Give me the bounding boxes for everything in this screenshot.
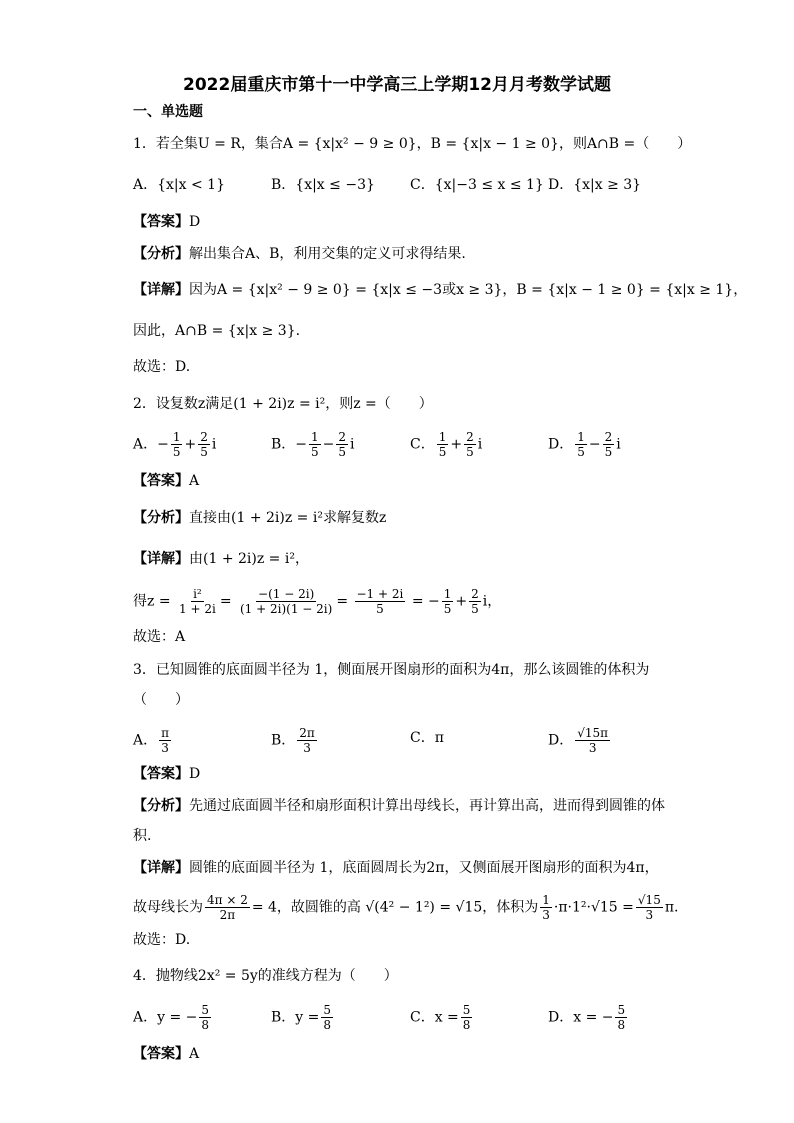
- q1-choose: 故选：D.: [133, 359, 191, 375]
- q3-answer: 【答案】D: [133, 766, 201, 782]
- q4-option-a: A．y = − $\frac{5}{8}$: [133, 1003, 210, 1032]
- q1-option-b: B．{x|x ≤ −3}: [271, 177, 375, 193]
- q2-option-d: D． $\frac{1}{5}$ − $\frac{2}{5}$ i: [548, 430, 621, 459]
- q2-option-c: C． $\frac{1}{5}$ + $\frac{2}{5}$ i: [410, 430, 483, 459]
- q2-option-a: A．− $\frac{1}{5}$ + $\frac{2}{5}$ i: [133, 430, 217, 459]
- q4-option-d: D．x = − $\frac{5}{8}$: [548, 1003, 626, 1032]
- q3-stem-cont: （ ）: [133, 692, 189, 708]
- page-title: 2022届重庆市第十一中学高三上学期12月月考数学试题: [183, 75, 611, 95]
- q3-detail: 【详解】圆锥的底面圆半径为 1，底面圆周长为2π，又侧面展开图扇形的面积为4π，: [133, 860, 659, 876]
- q1-answer: 【答案】D: [133, 214, 201, 230]
- q3-choose: 故选：D.: [133, 932, 191, 948]
- q2-stem: 2．设复数z满足(1 + 2i)z = i²，则z =（ ）: [133, 396, 433, 412]
- q3-stem: 3．已知圆锥的底面圆半径为 1，侧面展开图扇形的面积为4π，那么该圆锥的体积为: [133, 662, 650, 678]
- q2-choose: 故选：A: [133, 629, 186, 645]
- q4-option-c: C．x = $\frac{5}{8}$: [410, 1003, 471, 1032]
- q1-option-a: A．{x|x < 1}: [133, 177, 225, 193]
- q2-option-b: B．− $\frac{1}{5}$ − $\frac{2}{5}$ i: [271, 430, 355, 459]
- q1-detail: 【详解】因为A = {x|x² − 9 ≥ 0} = {x|x ≤ −3或x ≥ 3}，B = {x|x − 1 ≥ 0} = {x|x ≥ 1}，: [133, 282, 748, 298]
- q1-detail-cont: 因此，A∩B = {x|x ≥ 3}.: [133, 323, 301, 339]
- q2-analysis: 【分析】直接由(1 + 2i)z = i²求解复数z: [133, 510, 387, 526]
- q2-answer: 【答案】A: [133, 473, 200, 489]
- q3-option-a: A． $\frac{\pi}{3}$: [133, 726, 170, 755]
- q1-option-c: C．{x|−3 ≤ x ≤ 1}: [410, 177, 544, 193]
- q3-detail-formula: 故母线长为 $\frac{4\pi \times 2}{2\pi}$ = 4，故圆锥的高 √(4² − 1²) = √15，体积为 $\frac{1}{3}$ ·π·1²·√15 = $\frac{√15}{3}$ π.: [133, 893, 679, 922]
- q1-analysis: 【分析】解出集合A、B，利用交集的定义可求得结果.: [133, 246, 466, 262]
- q4-option-b: B．y = $\frac{5}{8}$: [271, 1003, 332, 1032]
- q2-detail: 【详解】由(1 + 2i)z = i²，: [133, 551, 309, 567]
- section-heading: 一、单选题: [133, 104, 203, 120]
- q3-option-c: C．π: [410, 730, 444, 746]
- q2-detail-formula: 得z = $\frac{\text{i²}}{1 + 2i}$ = $\frac{-(1 - 2i)}{(1 + 2i)(1 - 2i)}$ = $\frac{-1 + 2i}{5}$ = − $\frac{1}{5}$ + $\frac{2}{5}$ i，: [133, 587, 502, 616]
- q3-option-b: B． $\frac{2\pi}{3}$: [271, 726, 315, 755]
- q1-option-d: D．{x|x ≥ 3}: [548, 177, 642, 193]
- q1-stem: 1．若全集U = R，集合A = {x|x² − 9 ≥ 0}，B = {x|x − 1 ≥ 0}，则A∩B =（ ）: [133, 136, 692, 152]
- q4-stem: 4．抛物线2x² = 5y的准线方程为（ ）: [133, 968, 398, 984]
- q4-answer: 【答案】A: [133, 1046, 200, 1062]
- q3-analysis-cont: 积.: [133, 828, 152, 844]
- q3-analysis: 【分析】先通过底面圆半径和扇形面积计算出母线长，再计算出高，进而得到圆锥的体: [133, 798, 665, 814]
- q3-option-d: D． $\frac{√15\pi}{3}$: [548, 726, 609, 755]
